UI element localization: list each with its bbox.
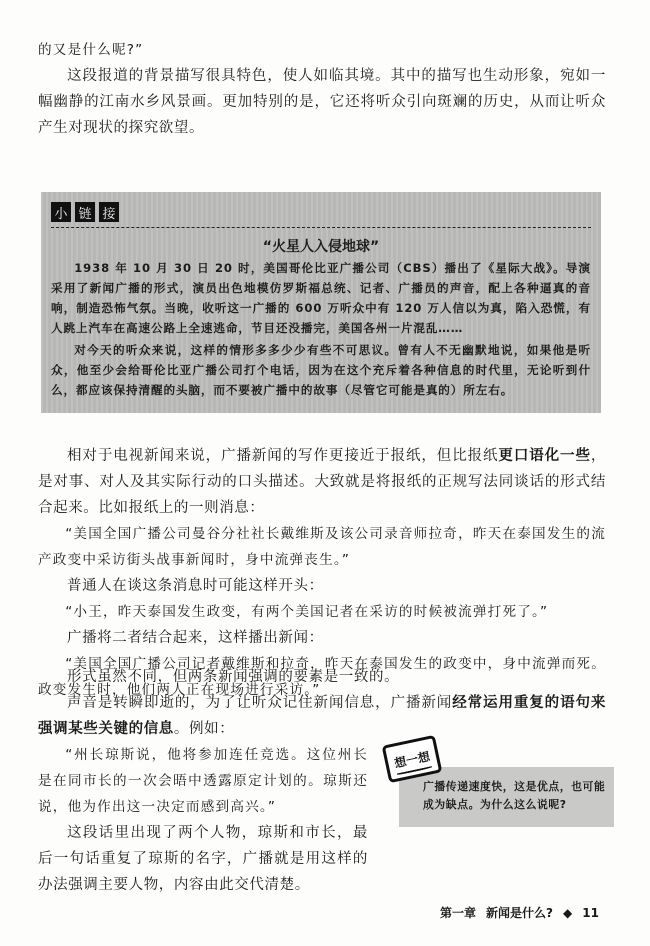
small-link-tag: 链 xyxy=(75,202,95,222)
sidebar-paragraph-2: 对今天的听众来说，这样的情形多多少少有些不可思议。曾有人不无幽默地说，如果他是听众，他至少会给哥伦比亚广播公司打个电话，因为在这个充斥着各种信息的时代里，无论听到什么，都应该保持清醒的头脑，而不要被广播中的故事（尽管它可能是真的）所左右。 xyxy=(51,343,591,397)
text: 相对于电视新闻来说，广播新闻的写作更接近于报纸，但比报纸 xyxy=(67,448,499,464)
small-link-sidebar-box xyxy=(41,192,601,413)
think-question-panel xyxy=(399,767,614,827)
continued-quote-line: 的又是什么呢?” xyxy=(38,42,144,58)
chapter-label: 第一章 xyxy=(440,906,477,920)
quote-radio-version: “美国全国广播公司记者戴维斯和拉奇，昨天在泰国发生的政变中，身中流弹而死。政变发生时，他们两人正在现场进行采访。” xyxy=(38,656,607,698)
small-link-tag: 小 xyxy=(51,202,71,222)
paragraph-background-description: 这段报道的背景描写很具特色，使人如临其境。其中的描写也生动形象，宛如一幅幽静的江南水乡风景画。更加特别的是，它还将听众引向斑斓的历史，从而让听众产生对现状的探究欲望。 xyxy=(38,68,606,136)
bold-keyphrase: 更口语化一些 xyxy=(498,448,591,464)
sidebar-paragraph-1: 1938 年 10 月 30 日 20 时，美国哥伦比亚广播公司（CBS）播出了《星际大战》。导演采用了新闻广播的形式，演员出色地模仿罗斯福总统、记者、广播员的声音，配上各种逼真的音响，制造恐怖气氛。当晚，收听这一广播的 600 万听众中有 120 万人信以为真，陷入恐慌，有人跳上汽车在高速公路上全速逃命，节目还没播完，美国各州一片混乱…… xyxy=(51,261,591,335)
paragraph-form-differs: 形式虽然不同，但两条新闻强调的要素是一致的。 xyxy=(67,669,400,685)
think-about-it-box xyxy=(385,737,630,832)
paragraph-radio-vs-newspaper xyxy=(38,443,606,521)
sidebar-title: “火星人入侵地球” xyxy=(262,239,380,255)
quote-newspaper-version: “美国全国广播公司曼谷分社社长戴维斯及该公司录音师拉奇，昨天在泰国发生的流产政变中采访街头战事新闻时，身中流弹丧生。” xyxy=(38,526,607,568)
paragraph-ordinary-person: 普通人在谈这条消息时可能这样开头： xyxy=(67,578,324,594)
think-badge-label: 想一想 xyxy=(393,748,432,771)
paragraph-radio-combined: 广播将二者结合起来，这样播出新闻： xyxy=(67,630,324,646)
bold-keyphrase: 经常运用重复的语句来强调某些关键的信息 xyxy=(38,695,606,737)
page-footer xyxy=(440,904,599,921)
quote-governor-jones: “州长琼斯说，他将参加连任竞选。这位州长是在同市长的一次会晤中透露原定计划的。琼斯还说，他为作出这一决定而感到高兴。” xyxy=(38,747,368,815)
dashed-divider xyxy=(51,227,591,228)
small-link-label xyxy=(51,202,119,222)
diamond-icon: ◆ xyxy=(562,905,573,920)
paragraph-explanation: 这段话里出现了两个人物，琼斯和市长，最后一句话重复了琼斯的名字，广播就是用这样的办法强调主要人物，内容由此交代清楚。 xyxy=(38,825,368,893)
text: ，是对事、对人及其实际行动的口头描述。大致就是将报纸的正规写法同谈话的形式结合起来。比如报纸上的一则消息： xyxy=(38,448,606,516)
quote-spoken-version: “小王，昨天泰国发生政变，有两个美国记者在采访的时候被流弹打死了。” xyxy=(65,604,549,620)
text: 。例如： xyxy=(173,721,235,737)
paragraph-repetition xyxy=(38,690,606,742)
chapter-title: 新闻是什么? xyxy=(486,906,553,920)
think-question-text: 广播传递速度快，这是优点，也可能成为缺点。为什么这么说呢? xyxy=(423,780,606,811)
small-link-tag: 接 xyxy=(99,202,119,222)
text: 声音是转瞬即逝的，为了让听众记住新闻信息，广播新闻 xyxy=(67,695,453,711)
page-number: 11 xyxy=(582,905,599,920)
